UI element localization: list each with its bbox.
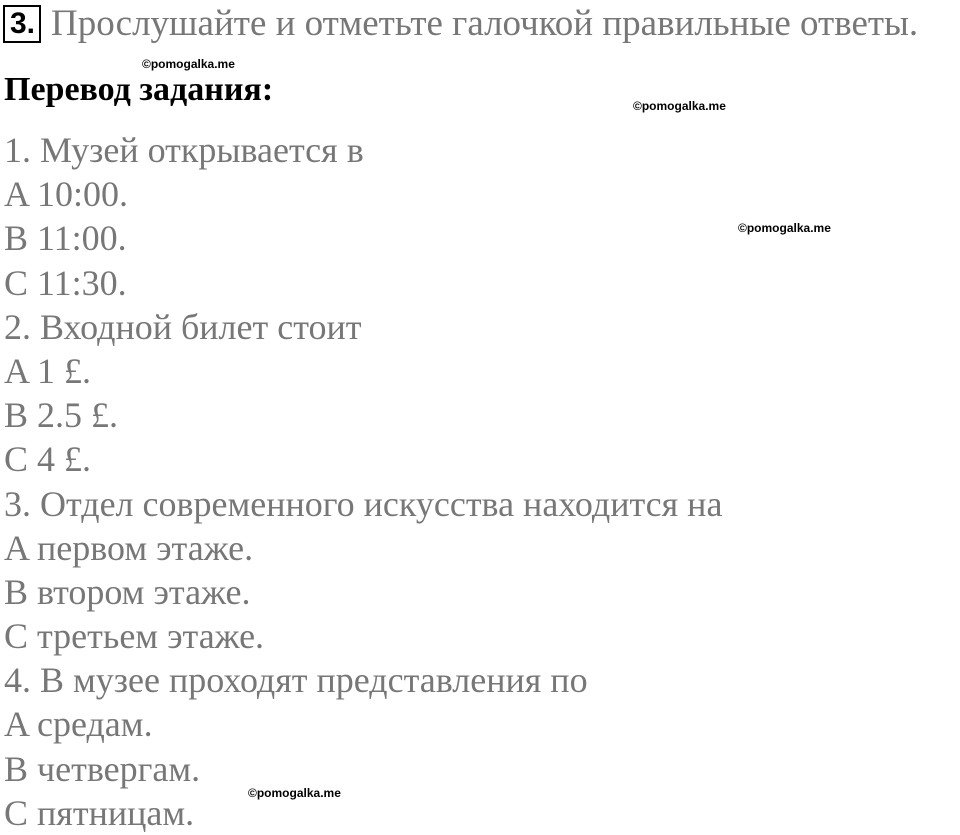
translation-list — [4, 128, 722, 835]
watermark: ©pomogalka.me — [738, 221, 831, 235]
watermark: ©pomogalka.me — [248, 786, 341, 800]
question-line: 2. Входной билет стоит — [4, 306, 362, 347]
answer-option: A 1 £. — [4, 350, 92, 391]
answer-option: A 10:00. — [4, 174, 129, 215]
answer-option: A первом этаже. — [4, 527, 254, 568]
task-number: 3. — [3, 5, 41, 43]
answer-option: C пятницам. — [4, 792, 195, 833]
answer-option: A средам. — [4, 704, 153, 745]
answer-option: B 11:00. — [4, 218, 127, 259]
answer-option: C третьем этаже. — [4, 616, 265, 657]
answer-option: B 2.5 £. — [4, 395, 119, 436]
question-line: 4. В музее проходят представления по — [4, 660, 588, 701]
answer-option: B втором этаже. — [4, 571, 251, 612]
answer-option: C 4 £. — [4, 439, 92, 480]
answer-option: B четвергам. — [4, 748, 201, 789]
watermark: ©pomogalka.me — [142, 57, 235, 71]
section-title: Перевод задания: — [4, 71, 274, 108]
task-instruction: Прослушайте и отметьте галочкой правильные ответы. — [51, 3, 919, 44]
answer-option: C 11:30. — [4, 262, 127, 303]
question-line: 3. Отдел современного искусства находится на — [4, 483, 723, 524]
question-line: 1. Музей открывается в — [4, 130, 364, 170]
task-header — [3, 4, 918, 44]
watermark: ©pomogalka.me — [633, 99, 726, 113]
